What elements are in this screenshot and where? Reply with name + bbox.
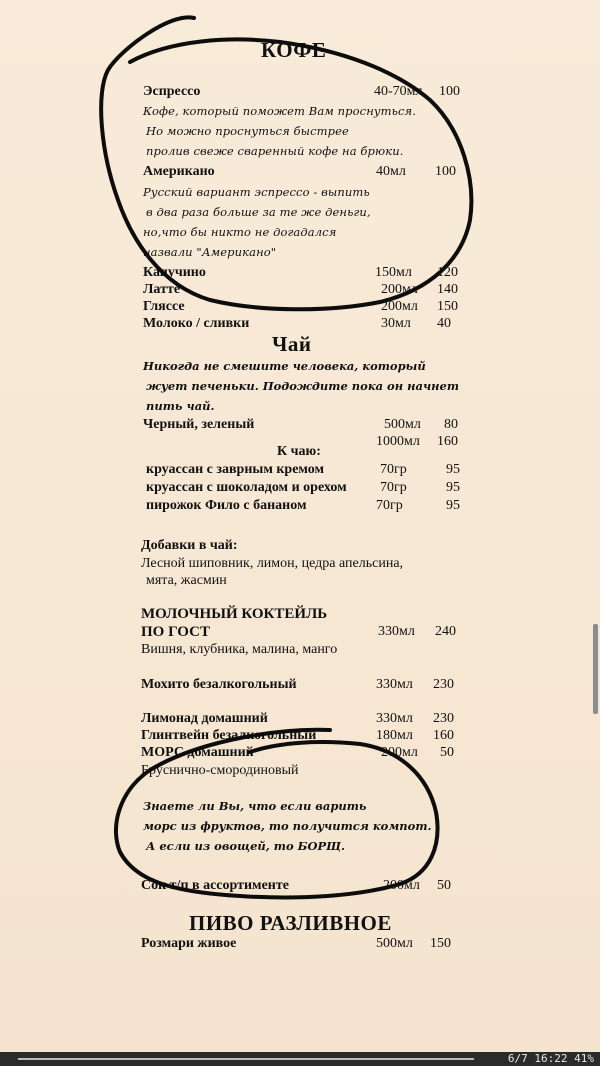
milkshake-price: 240 <box>435 624 456 639</box>
latte-name: Латте <box>143 282 181 297</box>
reader-status-bar <box>0 1052 600 1066</box>
mojito-volume: 330мл <box>376 677 413 692</box>
glace-price: 150 <box>437 299 458 314</box>
americano-note-line: Русский вариант эспрессо - выпить <box>143 185 370 199</box>
additives-title: Добавки в чай: <box>141 538 238 553</box>
tea-price-80: 80 <box>444 417 458 432</box>
mors-note-line: морс из фруктов, то получится компот. <box>143 819 432 833</box>
tea-title: Чай <box>272 332 312 356</box>
gluhwein-volume: 180мл <box>376 728 413 743</box>
juice-volume: 200мл <box>383 878 420 893</box>
milkshake-title-line1: МОЛОЧНЫЙ КОКТЕЙЛЬ <box>141 606 328 622</box>
pastry-weight: 70гр <box>380 462 407 477</box>
juice-name: Сок т/п в ассортименте <box>141 878 289 893</box>
tea-note-line: Никогда не смешите человека, который <box>143 359 426 373</box>
mojito-price: 230 <box>433 677 454 692</box>
mors-note-line: Знаете ли Вы, что если варить <box>143 799 367 813</box>
glace-volume: 200мл <box>381 299 418 314</box>
espresso-note-line: пролив свеже сваренный кофе на брюки. <box>146 144 404 158</box>
cappuccino-price: 120 <box>437 265 458 280</box>
beer-name: Розмари живое <box>141 936 237 951</box>
mors-flavor: Бруснично-смородиновый <box>141 763 299 778</box>
mors-name: МОРС домашний <box>141 745 254 760</box>
tea-note-line: жует печеньки. Подождите пока он начнет <box>146 379 460 393</box>
espresso-note-line: Но можно проснуться быстрее <box>146 124 349 138</box>
milkshake-flavors: Вишня, клубника, малина, манго <box>141 642 338 657</box>
tea-black-green-name: Черный, зеленый <box>143 417 255 432</box>
mors-volume: 200мл <box>381 745 418 760</box>
mors-price: 50 <box>440 745 454 760</box>
scrollbar-thumb[interactable] <box>593 624 598 714</box>
beer-volume: 500мл <box>376 936 413 951</box>
additives-line: мята, жасмин <box>146 573 227 588</box>
mojito-name: Мохито безалкогольный <box>141 677 297 692</box>
gluhwein-name: Глинтвейн безалкогольный <box>141 728 317 743</box>
pastry-weight: 70гр <box>376 498 403 513</box>
pastry-name: пирожок Фило с бананом <box>146 498 307 513</box>
tea-volume-1000: 1000мл <box>376 434 420 449</box>
latte-price: 140 <box>437 282 458 297</box>
tea-note-line: пить чай. <box>146 399 215 413</box>
milk-name: Молоко / сливки <box>143 316 250 331</box>
juice-price: 50 <box>437 878 451 893</box>
status-text: 6/7 16:22 41% <box>507 1052 594 1065</box>
pastry-name: круассан с заврным кремом <box>146 462 325 477</box>
pastry-price: 95 <box>446 462 460 477</box>
cappuccino-volume: 150мл <box>375 265 412 280</box>
pastry-weight: 70гр <box>380 480 407 495</box>
mors-note-line: А если из овощей, то БОРЩ. <box>146 839 346 853</box>
milkshake-volume: 330мл <box>378 624 415 639</box>
lemonade-volume: 330мл <box>376 711 413 726</box>
page-progress-scrubber[interactable] <box>18 1058 474 1060</box>
lemonade-name: Лимонад домашний <box>141 711 268 726</box>
coffee-title: КОФЕ <box>261 38 327 62</box>
lemonade-price: 230 <box>433 711 454 726</box>
americano-note-line: в два раза больше за те же деньги, <box>146 205 371 219</box>
americano-note-line: назвали "Американо" <box>143 245 277 259</box>
americano-note-line: но,что бы никто не догадался <box>143 225 337 239</box>
tea-price-160: 160 <box>437 434 458 449</box>
milkshake-title-line2: ПО ГОСТ <box>141 624 210 640</box>
beer-title: ПИВО РАЗЛИВНОЕ <box>189 911 392 935</box>
milk-volume: 30мл <box>381 316 411 331</box>
espresso-note-line: Кофе, который поможет Вам проснуться. <box>143 104 417 118</box>
latte-volume: 200мл <box>381 282 418 297</box>
espresso-name: Эспрессо <box>143 84 201 99</box>
americano-price: 100 <box>435 164 456 179</box>
pastry-price: 95 <box>446 498 460 513</box>
cappuccino-name: Капучино <box>143 265 206 280</box>
espresso-volume: 40-70мл <box>374 84 423 99</box>
gluhwein-price: 160 <box>433 728 454 743</box>
tea-volume-500: 500мл <box>384 417 421 432</box>
milk-price: 40 <box>437 316 451 331</box>
espresso-price: 100 <box>439 84 460 99</box>
to-tea-title: К чаю: <box>277 444 321 459</box>
beer-price: 150 <box>430 936 451 951</box>
glace-name: Гляссе <box>143 299 185 314</box>
americano-name: Американо <box>143 164 215 179</box>
additives-line: Лесной шиповник, лимон, цедра апельсина, <box>141 556 404 571</box>
pastry-price: 95 <box>446 480 460 495</box>
pastry-name: круассан с шоколадом и орехом <box>146 480 347 495</box>
americano-volume: 40мл <box>376 164 406 179</box>
